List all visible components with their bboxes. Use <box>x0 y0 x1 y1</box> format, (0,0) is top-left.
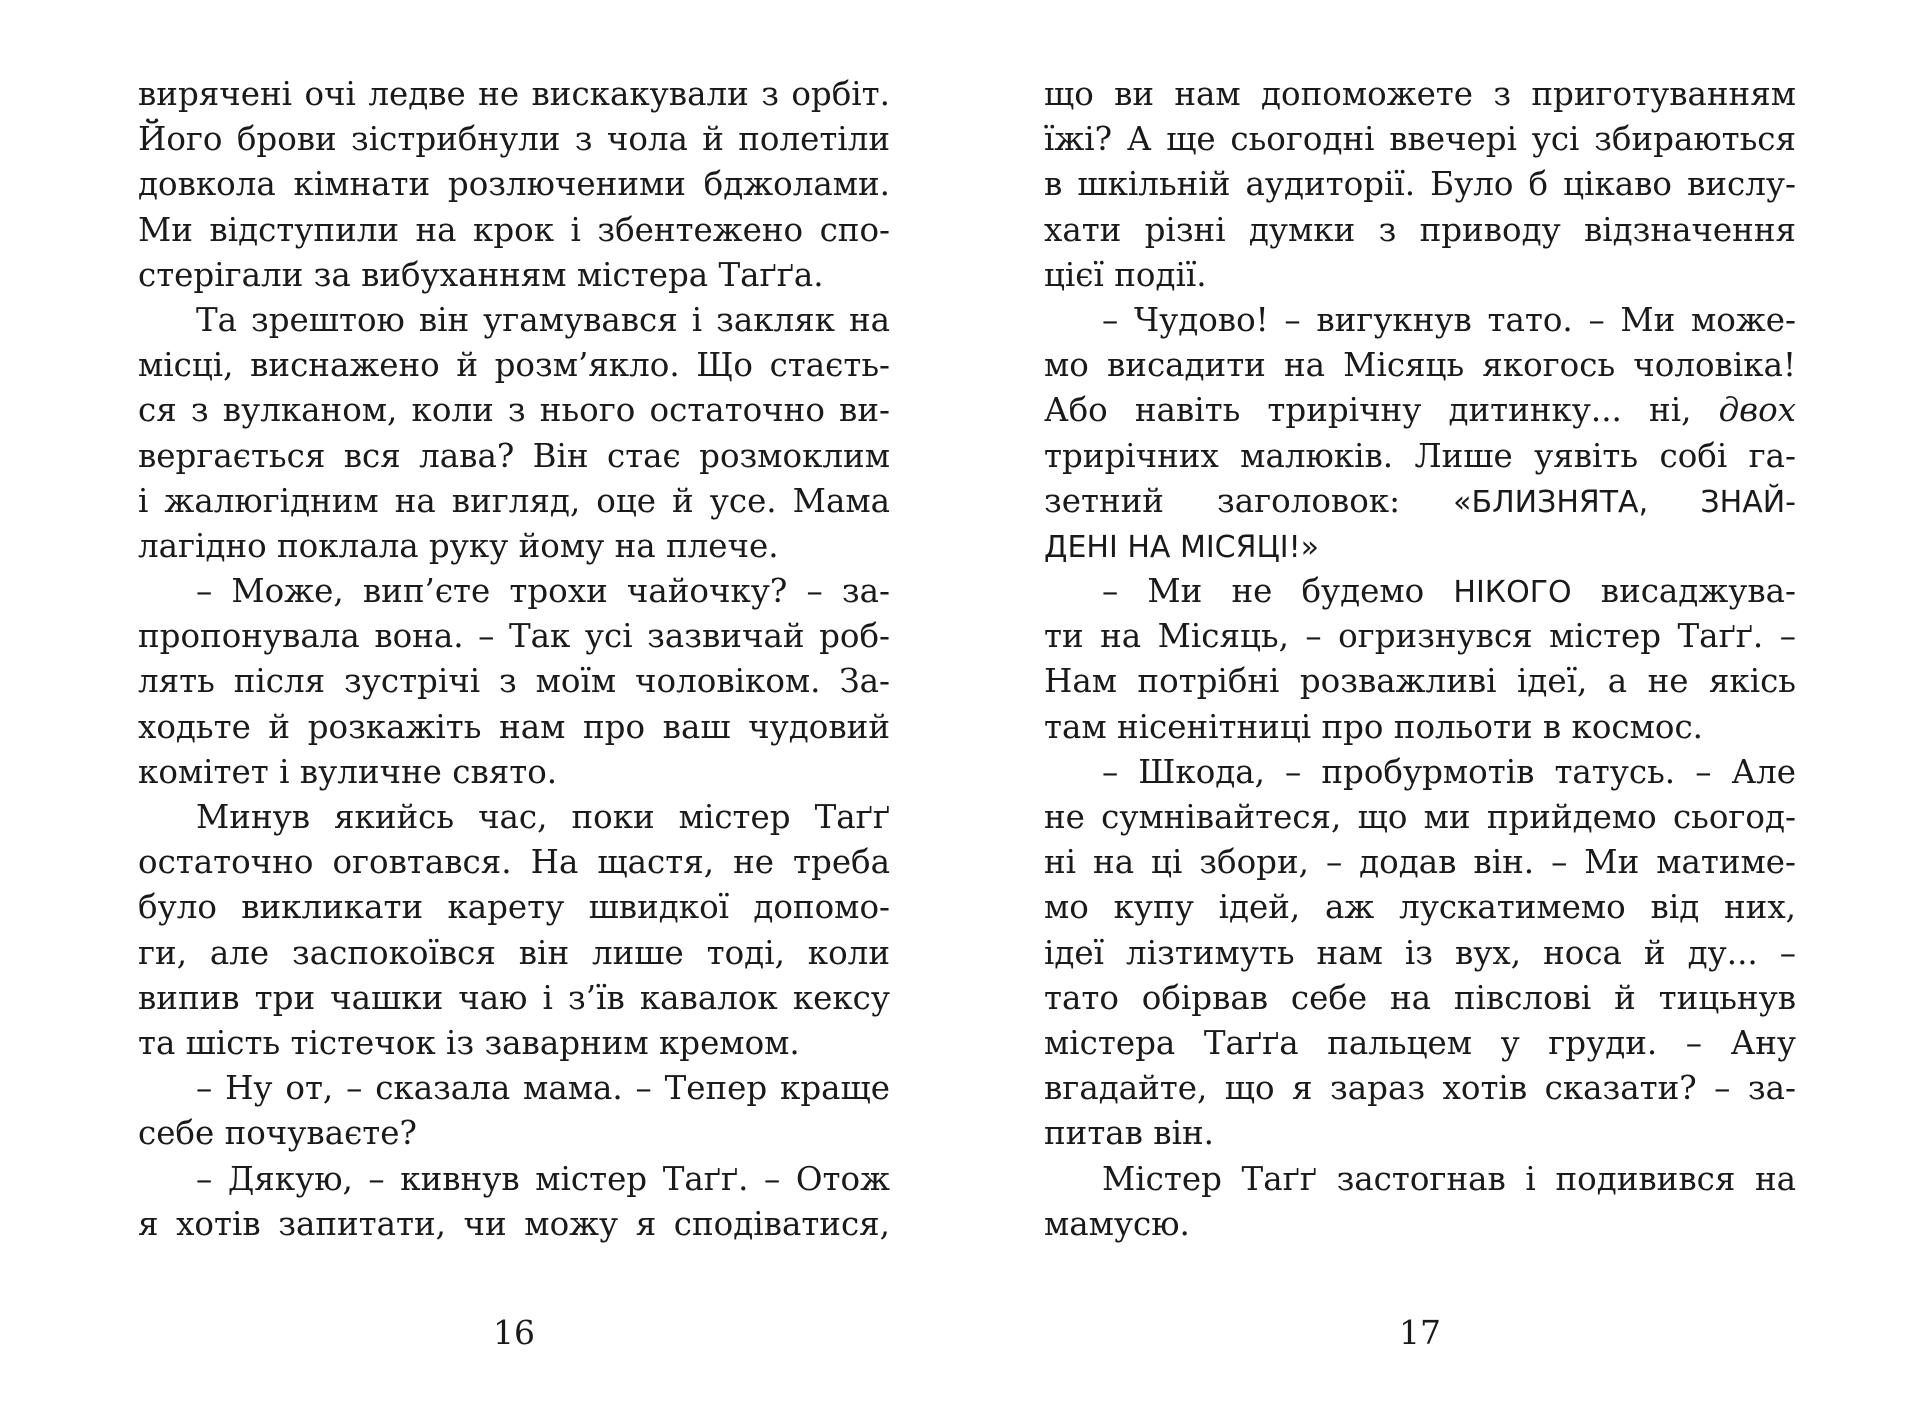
text-line: Містер Таґґ застогнав і подивився на <box>1102 1159 1796 1198</box>
text-line: ги, але заспокоївся він лише тоді, коли <box>138 933 890 972</box>
text-line <box>1044 569 1796 614</box>
text-line: – Шкода, – пробурмотів татусь. – Але <box>1102 752 1796 791</box>
text-line: їжі? А ще сьогодні ввечері усі збираються <box>1044 120 1796 159</box>
text-line: – Може, вип’єте трохи чайочку? – за- <box>196 572 890 611</box>
text-line: було викликати карету швидкої допомо- <box>138 888 890 927</box>
text-line: комітет і вуличне свято. <box>138 752 558 791</box>
text-line: лять після зустрічі з моїм чоловіком. За- <box>138 662 890 701</box>
text-line: там нісенітниці про польоти в космос. <box>1044 707 1703 746</box>
text-line: вирячені очі ледве не вискакували з орбіт. <box>138 75 890 113</box>
text-line: вгадайте, що я зараз хотів сказати? – за- <box>1044 1069 1796 1108</box>
text-line: не сумнівайтеся, що ми прийдемо сьогод- <box>1044 798 1796 836</box>
text-line: трирічних малюків. Лише уявіть собі га- <box>1044 436 1796 475</box>
text-line <box>1044 479 1796 524</box>
text-fragment: висаджува- <box>1600 572 1796 611</box>
text-fragment: зетний заголовок: <box>1044 481 1401 520</box>
text-line: пропонувала вона. – Так усі зазвичай роб- <box>138 617 890 656</box>
text-line: – Чудово! – вигукнув тато. – Ми може- <box>1102 300 1796 339</box>
text-line: що ви нам допоможете з приготуванням <box>1044 75 1796 113</box>
text-line: ходьте й розкажіть нам про ваш чудовий <box>138 707 890 746</box>
text-line: тато обірвав себе на півслові й тицьнув <box>1044 978 1796 1017</box>
text-line: я хотів запитати, чи можу я сподіватися, <box>138 1204 890 1243</box>
right-page <box>1044 72 1796 1247</box>
text-line: Минув якийсь час, поки містер Таґґ <box>196 798 890 836</box>
text-line: та шість тістечок із заварним кремом. <box>138 1023 800 1062</box>
text-line: лагідно поклала руку йому на плече. <box>138 526 779 565</box>
text-line: остаточно оговтався. На щастя, не треба <box>138 843 890 882</box>
italic-word: двох <box>1718 391 1796 430</box>
text-line: Нам потрібні розважливі ідеї, а не якісь <box>1044 662 1796 701</box>
text-line: ідеї лізтимуть нам із вух, носа й ду... – <box>1044 933 1796 972</box>
text-line: мо купу ідей, аж лускатимемо від них, <box>1044 888 1796 927</box>
page-number: 17 <box>1399 1313 1441 1352</box>
text-line: в шкільній аудиторії. Було б цікаво вислу- <box>1044 165 1796 204</box>
text-line: Його брови зістрибнули з чола й полетіли <box>138 120 890 159</box>
text-fragment: Або навіть трирічну дитинку... ні, <box>1044 391 1692 430</box>
text-line: стерігали за вибуханням містера Таґґа. <box>138 255 824 294</box>
left-page <box>138 72 890 1247</box>
headline-text: ДЕНІ НА МІСЯЦІ!» <box>1044 529 1319 565</box>
page-number: 16 <box>493 1313 535 1352</box>
text-line: випив три чашки чаю і з’їв кавалок кексу <box>138 978 890 1017</box>
text-line: ти на Місяць, – огризнувся містер Таґґ. – <box>1044 617 1796 656</box>
headline-text: «БЛИЗНЯТА, ЗНАЙ- <box>1453 484 1796 520</box>
text-line: місці, виснажено й розм’якло. Що стаєть- <box>138 346 890 385</box>
text-line: ся з вулканом, коли з нього остаточно ви- <box>138 391 890 430</box>
text-line: вергається вся лава? Він стає розмоклим <box>138 436 890 475</box>
text-line: містера Таґґа пальцем у груди. – Ану <box>1044 1023 1796 1062</box>
text-line <box>1044 524 1796 569</box>
text-line: цієї події. <box>1044 255 1207 294</box>
text-line: мамусю. <box>1044 1204 1190 1243</box>
text-line: мо висадити на Місяць якогось чоловіка! <box>1044 346 1796 385</box>
text-line: – Ну от, – сказала мама. – Тепер краще <box>196 1069 890 1108</box>
text-line: – Дякую, – кивнув містер Таґґ. – Отож <box>196 1159 890 1198</box>
emphasis-word: НІКОГО <box>1453 575 1572 611</box>
text-line: Ми відступили на крок і збентежено спо- <box>138 210 890 249</box>
text-line <box>1044 388 1796 433</box>
text-line: ні на ці збори, – додав він. – Ми матиме- <box>1044 843 1796 882</box>
text-line: хати різні думки з приводу відзначення <box>1044 210 1796 249</box>
text-line: і жалюгідним на вигляд, оце й усе. Мама <box>138 481 890 520</box>
text-line: питав він. <box>1044 1114 1214 1153</box>
text-line: довкола кімнати розлюченими бджолами. <box>138 165 890 204</box>
text-line: себе почуваєте? <box>138 1114 417 1153</box>
text-fragment: – Ми не будемо <box>1102 572 1425 611</box>
text-line: Та зрештою він угамувався і закляк на <box>196 300 890 339</box>
